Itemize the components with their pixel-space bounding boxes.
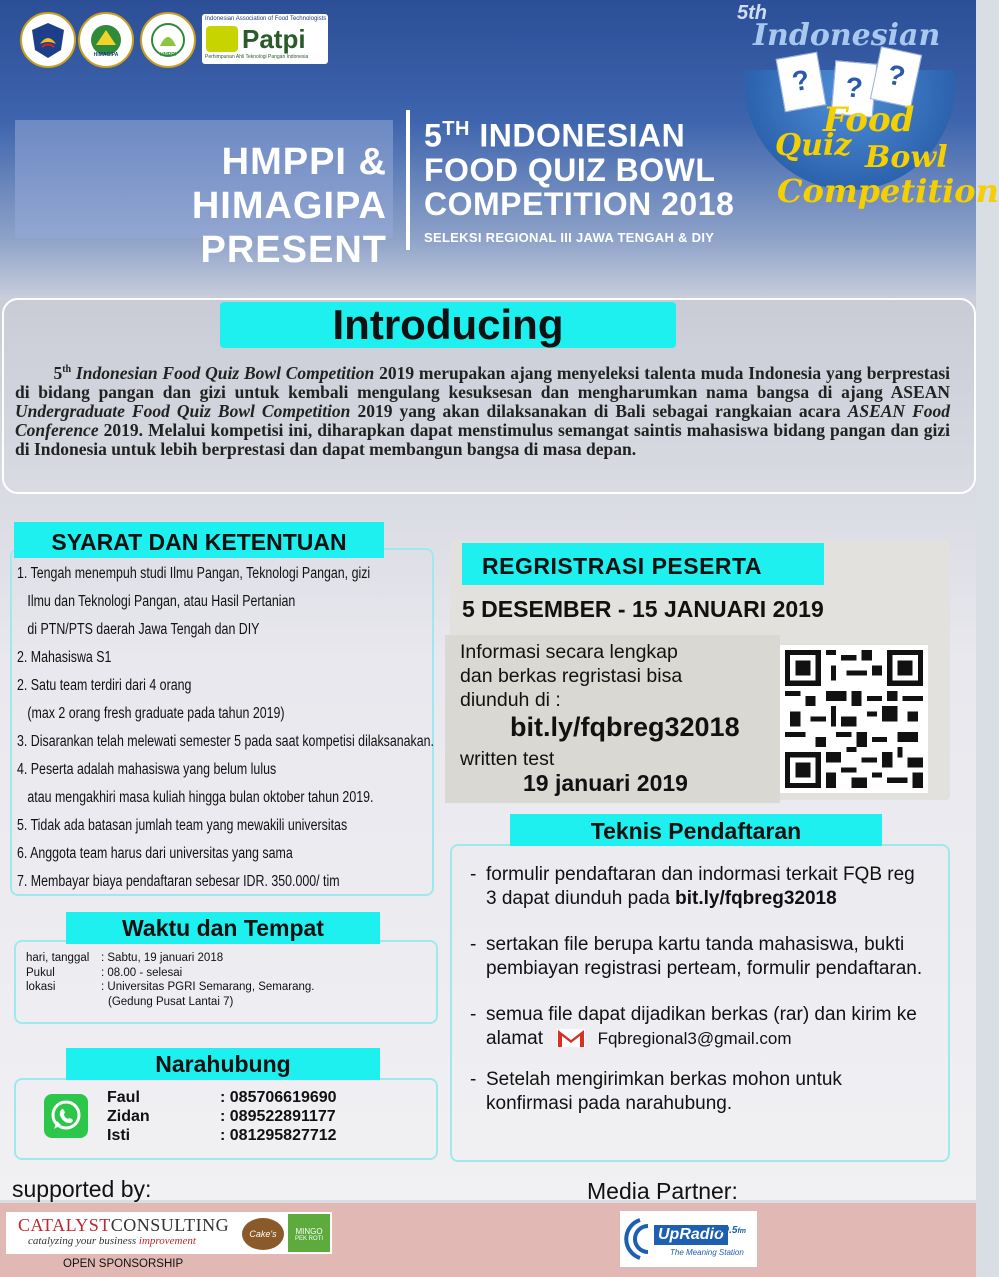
brand-bowl: Bowl xyxy=(865,140,948,175)
teknis-item: - sertakan file berupa kartu tanda mahasiswa, bukti pembiayan registrasi perteam, formulir pendaftaran. xyxy=(470,934,923,979)
qr-code-icon[interactable] xyxy=(780,645,928,793)
title-line2: FOOD QUIZ BOWL xyxy=(424,151,716,188)
list-item: 5. Tidak ada batasan jumlah team yang mewakili universitas xyxy=(17,817,348,834)
list-item: di PTN/PTS daerah Jawa Tengah dan DIY xyxy=(27,621,260,638)
registration-link[interactable]: bit.ly/fqbreg32018 xyxy=(510,712,740,742)
patpi-tiny-text: Perhimpunan Ahli Teknologi Pangan Indonesia xyxy=(205,54,309,60)
written-test-label: written test xyxy=(460,748,555,770)
patpi-logo xyxy=(202,14,328,64)
list-item: 3. Disarankan telah melewati semester 5 pada saat kompetisi dilaksanakan. xyxy=(17,733,434,750)
competition-title xyxy=(424,112,734,221)
list-item: 7. Membayar biaya pendaftaran sebesar IDR. 350.000/ tim xyxy=(17,873,340,890)
contact-phone: : 089522891177 xyxy=(220,1108,336,1125)
question-card: ? xyxy=(776,52,827,112)
email-address[interactable]: Fqbregional3@gmail.com xyxy=(597,1028,792,1048)
list-item: 4. Peserta adalah mahasiswa yang belum lulus xyxy=(17,761,277,778)
waktu-value: : Universitas PGRI Semarang, Semarang. xyxy=(101,981,315,993)
supported-by-label: supported by: xyxy=(12,1176,152,1202)
list-item: atau mengakhiri masa kuliah hingga bulan oktober tahun 2019. xyxy=(27,789,374,806)
contact-phone: : 085706619690 xyxy=(220,1089,337,1106)
waktu-details xyxy=(26,951,314,1009)
list-item: 6. Anggota team harus dari universitas yang sama xyxy=(17,845,293,862)
intro-heading: Introducing xyxy=(220,302,676,348)
patpi-small-text: Indonesian Association of Food Technologists xyxy=(205,16,327,22)
narahubung-heading: Narahubung xyxy=(66,1048,380,1080)
title-sup: TH xyxy=(442,118,470,140)
whatsapp-icon xyxy=(44,1094,88,1138)
waktu-label: lokasi xyxy=(26,981,56,993)
title-line1: INDONESIAN xyxy=(479,117,686,154)
registrasi-info-text xyxy=(460,640,682,712)
teknis-item: - formulir pendaftaran dan indormasi terkait FQB reg 3 dapat diunduh pada bit.ly/fqbreg32018 xyxy=(470,864,915,909)
patpi-word: Patpi xyxy=(242,24,306,54)
univ-pgri-logo xyxy=(20,12,76,68)
intro-paragraph: 5th Indonesian Food Quiz Bowl Competition 2019 merupakan ajang menyeleksi talenta muda Indonesia yang berprestasi di bidang pangan dan gizi untuk kembali mengulang kesuksesan dan mengharumkan nama bangsa di ajang ASEAN Undergraduate Food Quiz Bowl Competition 2019 yang akan dilaksanakan di Bali sebagai rangkaian acara ASEAN Food Conference 2019. Melalui kompetisi ini, diharapkan dapat menstimulus semangat saintis mahasiswa bidang pangan dan gizi di Indonesia untuk lebih berprestasi dan dapat membangun bangsa di masa depan. xyxy=(15,362,951,459)
present-line1: HMPPI & HIMAGIPA xyxy=(191,141,387,227)
svg-text:HIMAGIPA: HIMAGIPA xyxy=(93,52,119,58)
brand-food: Food xyxy=(823,100,915,140)
teknis-heading: Teknis Pendaftaran xyxy=(510,814,882,846)
waktu-label: hari, tanggal xyxy=(26,952,90,964)
list-item: 2. Mahasiswa S1 xyxy=(17,649,112,666)
brand-quiz: Quiz xyxy=(775,128,852,163)
info-line: dan berkas regristasi bisa xyxy=(460,665,683,687)
contact-list xyxy=(107,1088,337,1145)
brand-number: 5th xyxy=(737,2,767,24)
waktu-label: Pukul xyxy=(26,966,55,979)
contact-name: Faul xyxy=(107,1089,140,1106)
himagipa-logo xyxy=(78,12,134,68)
waktu-value: (Gedung Pusat Lantai 7) xyxy=(108,995,234,1008)
syarat-heading: SYARAT DAN KETENTUAN xyxy=(14,522,384,558)
list-item: (max 2 orang fresh graduate pada tahun 2019) xyxy=(27,705,285,722)
teknis-link[interactable]: bit.ly/fqbreg32018 xyxy=(675,887,837,909)
waktu-value: : Sabtu, 19 januari 2018 xyxy=(101,952,224,964)
header-divider xyxy=(406,110,410,250)
contact-phone: : 081295827712 xyxy=(220,1127,337,1144)
info-line: Informasi secara lengkap xyxy=(460,641,678,663)
list-item: 1. Tengah menempuh studi Ilmu Pangan, Teknologi Pangan, gizi xyxy=(17,565,371,582)
patpi-mark xyxy=(206,26,238,52)
registrasi-heading: REGRISTRASI PESERTA xyxy=(462,543,824,585)
question-card: ? xyxy=(831,60,878,117)
open-sponsorship: OPEN SPONSORSHIP xyxy=(63,1258,184,1270)
brand-indonesian: Indonesian xyxy=(753,18,941,53)
present-heading xyxy=(15,140,387,272)
list-item: 2. Satu team terdiri dari 4 orang xyxy=(17,677,192,694)
hmppi-logo xyxy=(140,12,196,68)
teknis-item: - semua file dapat dijadikan berkas (rar) dan kirim ke alamat Fqbregional3@gmail.com xyxy=(470,1004,917,1049)
teknis-list xyxy=(470,863,930,1138)
contact-name: Isti xyxy=(107,1127,131,1144)
mingo-logo: MINGO PEK ROTI xyxy=(288,1214,330,1252)
title-line3: COMPETITION 2018 xyxy=(424,185,735,222)
teknis-item: - Setelah mengirimkan berkas mohon untuk konfirmasi pada narahubung. xyxy=(470,1069,842,1114)
waktu-heading: Waktu dan Tempat xyxy=(66,912,380,944)
media-partner-label: Media Partner: xyxy=(587,1178,738,1204)
upradio-logo: UpRadio 90.5fm The Meaning Station xyxy=(620,1211,757,1267)
cakes-logo: Cake's xyxy=(242,1218,284,1250)
subtitle: SELEKSI REGIONAL III JAWA TENGAH & DIY xyxy=(424,230,715,245)
info-line: diunduh di : xyxy=(460,689,561,711)
contact-name: Zidan xyxy=(107,1108,150,1125)
catalyst-consulting-logo: CATALYSTCONSULTING catalyzing your business improvement Cake's MINGO PEK ROTI xyxy=(6,1212,332,1254)
syarat-list xyxy=(17,560,437,896)
registrasi-date: 5 DESEMBER - 15 JANUARI 2019 xyxy=(462,596,824,622)
waktu-label xyxy=(26,995,108,1010)
present-line2: PRESENT xyxy=(200,229,387,271)
written-test-date: 19 januari 2019 xyxy=(523,770,688,796)
fqb-brand-logo xyxy=(735,0,999,220)
brand-competition: Competition xyxy=(777,172,999,210)
list-item: Ilmu dan Teknologi Pangan, atau Hasil Pertanian xyxy=(27,593,296,610)
question-card: ? xyxy=(870,46,922,108)
waktu-value: : 08.00 - selesai xyxy=(101,966,183,979)
title-number: 5 xyxy=(424,117,443,154)
svg-text:HMPPI: HMPPI xyxy=(160,52,176,58)
gmail-icon xyxy=(556,1027,586,1049)
